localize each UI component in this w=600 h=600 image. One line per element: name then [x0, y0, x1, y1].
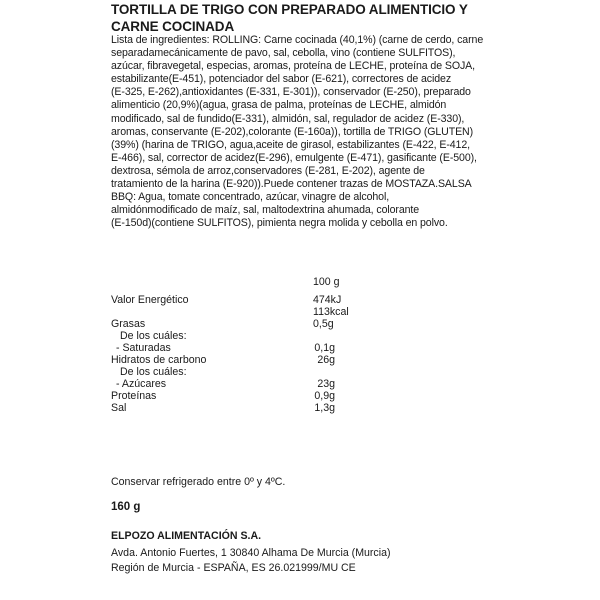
nutrient-label: - Azúcares: [116, 378, 167, 390]
ingredients-line: almidónmodificado de maíz, sal, maltodextrina ahumada, colorante: [111, 204, 420, 217]
nutrient-label: De los cuáles:: [120, 330, 187, 342]
product-label: [111, 0, 496, 600]
ingredients-line: (39%) (harina de TRIGO, agua,aceite de girasol, estabilizantes (E-422, E-412,: [111, 138, 470, 151]
company-address-line: Región de Murcia - ESPAÑA, ES 26.021999/MU CE: [111, 562, 356, 574]
company-address-line: Avda. Antonio Fuertes, 1 30840 Alhama De Murcia (Murcia): [111, 547, 391, 559]
energy-label: Valor Energético: [111, 294, 189, 306]
nutrient-label: Hidratos de carbono: [111, 354, 207, 366]
nutrient-value: 26g: [317, 354, 335, 366]
ingredients-line: Lista de ingredientes: ROLLING: Carne cocinada (40,1%) (carne de cerdo, carne: [111, 34, 484, 46]
energy-kj: 474kJ: [313, 294, 342, 306]
nutrition-row: [111, 318, 496, 330]
nutrient-label: Grasas: [111, 318, 146, 330]
energy-kcal: 113kcal: [313, 306, 349, 318]
nutrition-kcal-row: [111, 306, 496, 318]
nutrient-value: 0,1g: [314, 342, 335, 354]
ingredients-line: azúcar, fibravegetal, especias, aromas, proteína de LECHE, proteína de SOJA,: [111, 60, 475, 73]
nutrition-row: [111, 354, 496, 366]
title-line: CARNE COCINADA: [111, 19, 235, 34]
nutrition-row: [111, 366, 496, 378]
ingredients-line: (E-150d)(contiene SULFITOS), pimienta negra molida y cebolla en polvo.: [111, 217, 448, 230]
ingredients-line: BBQ: Agua, tomate concentrado, azúcar, vinagre de alcohol,: [111, 191, 390, 204]
nutrient-label: De los cuáles:: [120, 366, 187, 378]
ingredients-line: dextrosa, sémola de arroz,conservadores (E-281, E-202), agente de: [111, 164, 425, 177]
ingredients-line: modificado, sal de fundido(E-331), almidón, sal, regulador de acidez (E-330),: [111, 112, 465, 125]
ingredients-line: (E-325, E-262),antioxidantes (E-331, E-301)), conservador (E-250), preparado: [111, 86, 471, 99]
nutrient-value: 1,3g: [314, 402, 335, 414]
nutrition-row: [111, 390, 496, 402]
ingredients-line: E-466), sal, corrector de acidez(E-296), emulgente (E-471), gasificante (E-500),: [111, 151, 477, 164]
company-name: ELPOZO ALIMENTACIÓN S.A.: [111, 530, 262, 542]
ingredients-line: aromas, conservante (E-202),colorante (E-160a)), tortilla de TRIGO (GLUTEN): [111, 125, 474, 138]
nutrient-value: 23g: [317, 378, 335, 390]
ingredients-line: tratamiento de la harina (E-920)).Puede contener trazas de MOSTAZA.SALSA: [111, 178, 472, 191]
nutrition-row: [111, 378, 496, 390]
nutrition-row: [111, 330, 496, 342]
ingredients-line: estabilizante(E-451), potenciador del sabor (E-621), correctores de acidez: [111, 73, 452, 86]
nutrition-header: 100 g: [313, 276, 340, 288]
storage-instructions: Conservar refrigerado entre 0º y 4ºC.: [111, 476, 286, 488]
nutrient-value: 0,9g: [314, 390, 335, 402]
nutrition-row: [111, 342, 496, 354]
nutrient-label: - Saturadas: [116, 342, 171, 354]
nutrition-row: [111, 402, 496, 414]
nutrient-value: 0,5g: [313, 318, 334, 330]
ingredients-line: alimenticio (20,9%)(agua, grasa de palma, proteínas de LECHE, almidón: [111, 99, 447, 112]
nutrient-label: Sal: [111, 402, 127, 414]
ingredients-list: [111, 34, 496, 230]
net-weight: 160 g: [111, 501, 141, 513]
nutrition-energy-row: [111, 294, 496, 306]
title-line: TORTILLA DE TRIGO CON PREPARADO ALIMENTICIO Y: [111, 2, 468, 17]
product-title: [111, 1, 496, 35]
nutrition-header-row: [111, 276, 496, 288]
nutrient-label: Proteínas: [111, 390, 157, 402]
ingredients-line: separadamecánicamente de pavo, sal, cebolla, vino (contiene SULFITOS),: [111, 47, 456, 60]
